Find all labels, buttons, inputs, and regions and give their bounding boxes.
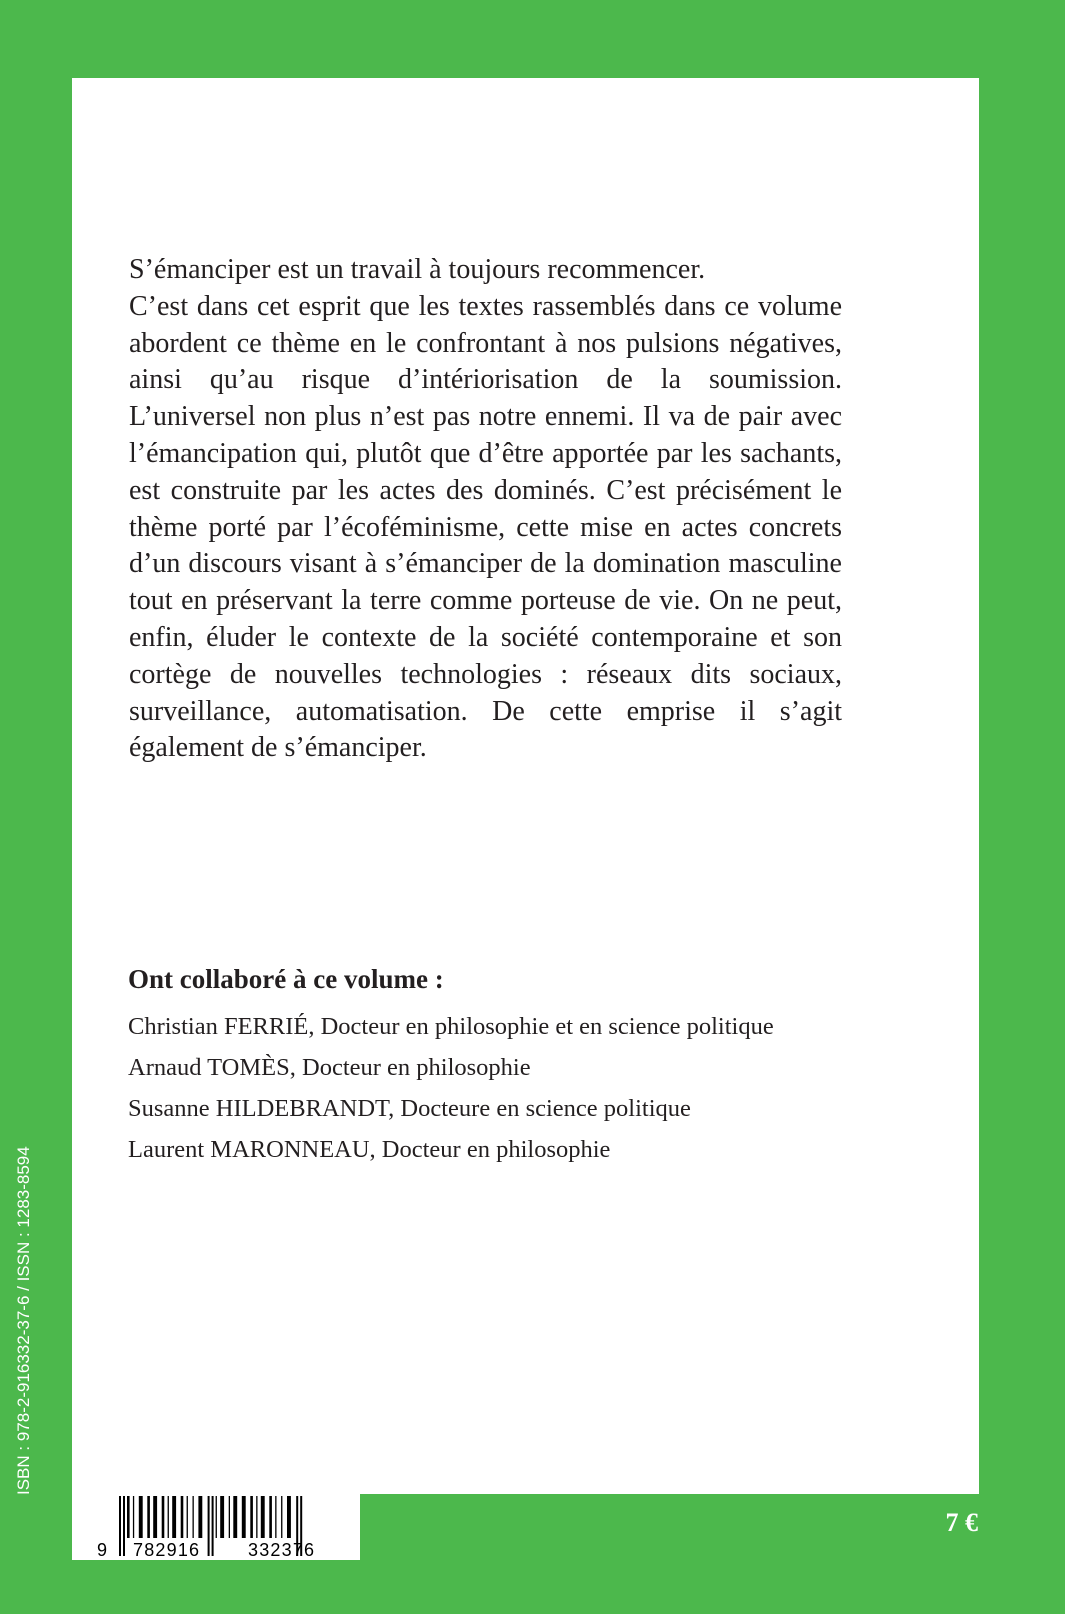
barcode-bar [127, 1496, 130, 1538]
barcode-bar [187, 1496, 188, 1538]
blurb-paragraph-2: C’est dans cet esprit que les textes rassemblés dans ce volume abordent ce thème en le confrontant à nos pulsions négatives, ainsi qu’au risque d’intériorisation de la soumission. L’universel non plus n’est pas notre ennemi. Il va de pair avec l’émancipation qui, plutôt que d’être apportée par les sachants, est construite par les actes des dominés. C’est précisément le thème porté par l’écoféminisme, cette mise en actes concrets d’un discours visant à s’émanciper de la domination masculine tout en préservant la terre comme porteuse de vie. On ne peut, enfin, éluder le contexte de la société contemporaine et son cortège de nouvelles technologies : réseaux dits sociaux, surveillance, automatisation. De cette emprise il s’agit également de s’émanciper. [129, 290, 842, 764]
barcode-bar [153, 1496, 157, 1538]
contributor-item: Christian FERRIÉ, Docteur en philosophie et en science politique [128, 1013, 774, 1040]
barcode-bar [212, 1496, 214, 1556]
barcode-bar [269, 1496, 272, 1538]
barcode-bar [193, 1496, 194, 1538]
barcode-bar [261, 1496, 265, 1538]
blurb-paragraph-1: S’émanciper est un travail à toujours recommencer. [129, 254, 706, 285]
barcode-bar [208, 1496, 210, 1556]
contributor-item: Susanne HILDEBRANDT, Docteure en science politique [128, 1095, 691, 1122]
barcode-bars [72, 1494, 360, 1560]
contributor-item: Laurent MARONNEAU, Docteur en philosophie [128, 1136, 611, 1163]
contributor-item: Arnaud TOMÈS, Docteur en philosophie [128, 1054, 531, 1081]
barcode-bar [181, 1496, 184, 1538]
barcode-bar [287, 1496, 291, 1538]
blurb-text [129, 252, 842, 767]
barcode-bar [275, 1496, 276, 1538]
barcode-lead-digit: 9 [97, 1540, 109, 1560]
barcode-bar [229, 1496, 230, 1538]
barcode-bar [216, 1496, 217, 1538]
barcode-bar [250, 1496, 253, 1538]
contributors-section [128, 962, 868, 1170]
barcode-bar [172, 1496, 176, 1538]
barcode-bar [281, 1496, 282, 1538]
barcode-bar [242, 1496, 246, 1538]
barcode-left-digits: 782916 [133, 1540, 201, 1560]
barcode-bar [220, 1496, 224, 1538]
contributors-heading: Ont collaboré à ce volume : [128, 964, 444, 994]
isbn-issn-label: ISBN : 978-2-916332-37-6 / ISSN : 1283-8594 [14, 1146, 33, 1495]
barcode-bar [139, 1496, 143, 1538]
barcode-bar [233, 1496, 237, 1538]
barcode-bar [162, 1496, 165, 1538]
barcode-bar [168, 1496, 169, 1538]
price-label: 7 € [945, 1508, 978, 1537]
barcode-right-digits: 332376 [248, 1540, 316, 1560]
barcode-bar [119, 1496, 121, 1556]
barcode-bar [256, 1496, 257, 1538]
barcode-bar [123, 1496, 125, 1556]
barcode-bar [133, 1496, 134, 1538]
barcode [72, 1494, 360, 1560]
barcode-bar [198, 1496, 202, 1538]
barcode-bar [147, 1496, 150, 1538]
